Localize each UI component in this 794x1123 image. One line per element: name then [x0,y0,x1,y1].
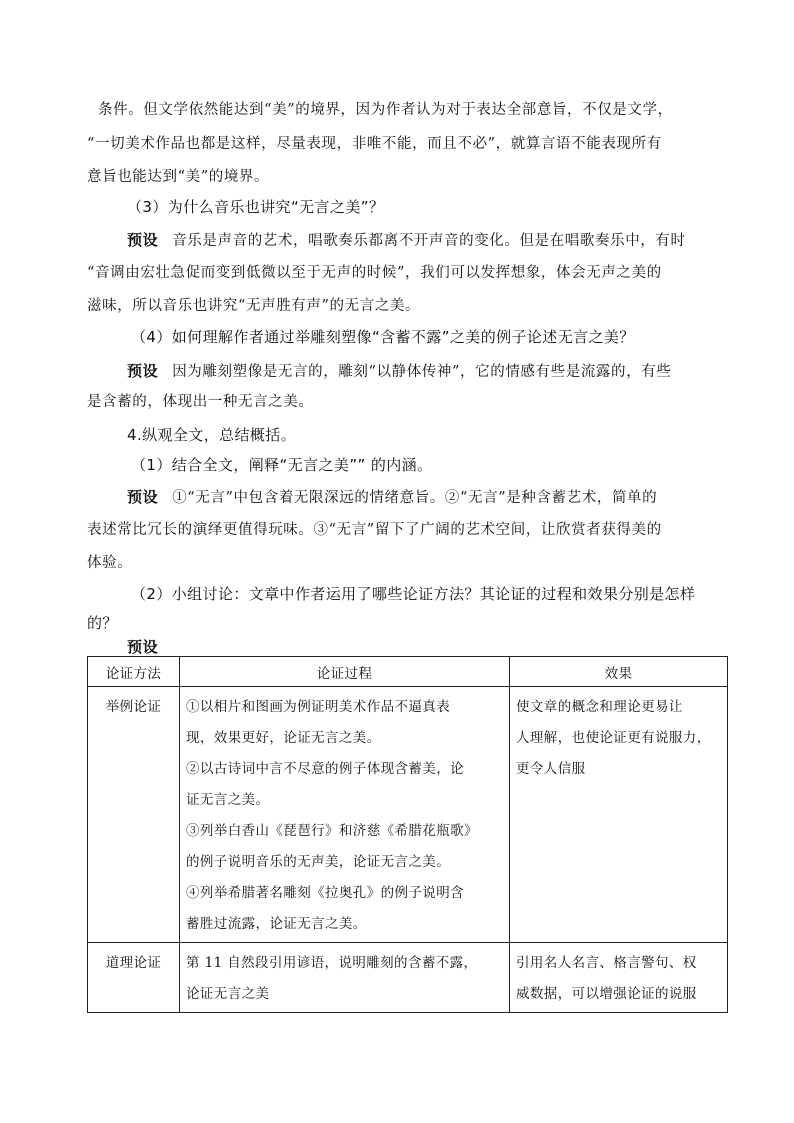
effect-line: 人理解，也使论证更有说服力， [516,730,711,746]
effect-line: 引用名人名言、格言警句、权 [516,955,697,971]
header-process: 论证过程 [180,657,510,687]
process-line: 证无言之美。 [186,792,270,808]
q4-answer-line-1 [127,361,671,382]
q3-answer-line-3: 滋味，所以音乐也讲究“无声胜有声”的无言之美。 [87,298,421,314]
section-4-question-2-line-1: （2）小组讨论：文章中作者运用了哪些论证方法？其论证的过程和效果分别是怎样 [131,585,696,603]
header-method: 论证方法 [88,657,180,687]
effect-cell [510,687,728,943]
effect-cell [510,943,728,1013]
preset-label: 预设 [127,638,159,656]
q3-answer-text: 音乐是声音的艺术，唱歌奏乐都离不开声音的变化。但是在唱歌奏乐中，有时 [172,233,686,249]
process-line: 第 11 自然段引用谚语，说明雕刻的含蓄不露， [186,955,478,971]
method-cell: 道理论证 [88,943,180,1013]
process-line: ④列举希腊著名雕刻《拉奥孔》的例子说明含 [186,885,464,901]
section-4-question-2-line-2: 的？ [87,614,118,632]
process-cell [180,943,510,1013]
q3-answer-line-1 [127,230,686,251]
process-line: ③列举白香山《琵琶行》和济慈《希腊花瓶歌》 [186,823,478,839]
intro-line-2: “一切美术作品也都是这样，尽量表现，非唯不能，而且不必”，就算言语不能表现所有 [87,136,662,152]
process-line: ②以古诗词中言不尽意的例子体现含蓄美，论 [186,761,464,777]
preset-label: 预设 [127,231,159,249]
header-effect: 效果 [510,657,728,687]
intro-line-3: 意旨也能达到“美”的境界。 [87,169,270,185]
table-header-row [88,657,728,687]
q4-answer-line-2: 是含蓄的，体现出一种无言之美。 [87,394,314,410]
section-4-heading: 4.纵观全文，总结概括。 [127,426,297,444]
question-3: （3）为什么音乐也讲究“无言之美”？ [127,198,385,216]
s4q1-answer-line-1 [127,487,657,508]
s4q1-answer-line-2: 表述常比冗长的演绎更值得玩味。③“无言”留下了广阔的艺术空间，让欣赏者获得美的 [87,522,662,538]
process-line: 现，效果更好，论证无言之美。 [186,730,381,746]
process-line: 论证无言之美 [186,986,270,1002]
s4q1-answer-text: ①“无言”中包含着无限深远的情绪意旨。②“无言”是种含蓄艺术，简单的 [172,490,658,506]
question-4: （4）如何理解作者通过举雕刻塑像“含蓄不露”之美的例子论述无言之美？ [131,328,635,346]
table-row [88,687,728,943]
process-cell [180,687,510,943]
process-line: 的例子说明音乐的无声美，论证无言之美。 [186,854,451,870]
effect-line: 更令人信服 [516,761,586,777]
intro-line-1: 条件。但文学依然能达到“美”的境界，因为作者认为对于表达全部意旨，不仅是文学， [98,102,673,118]
q4-answer-text: 因为雕刻塑像是无言的，雕刻“以静体传神”，它的情感有些是流露的，有些 [172,364,672,380]
s4q1-answer-line-3: 体验。 [87,555,133,571]
process-line: ①以相片和图画为例证明美术作品不逼真表 [186,699,451,715]
method-cell: 举例论证 [88,687,180,943]
q3-answer-line-2: “音调由宏壮急促而变到低微以至于无声的时候”，我们可以发挥想象，体会无声之美的 [87,265,662,281]
preset-label: 预设 [127,488,159,506]
section-4-question-1: （1）结合全文，阐释“无言之美”” 的内涵。 [131,456,433,474]
preset-label: 预设 [127,362,159,380]
process-line: 蓄胜过流露，论证无言之美。 [186,916,367,932]
effect-line: 使文章的概念和理论更易让 [516,699,683,715]
argument-methods-table [87,656,728,1013]
effect-line: 威数据，可以增强论证的说服 [516,986,697,1002]
table-row [88,943,728,1013]
